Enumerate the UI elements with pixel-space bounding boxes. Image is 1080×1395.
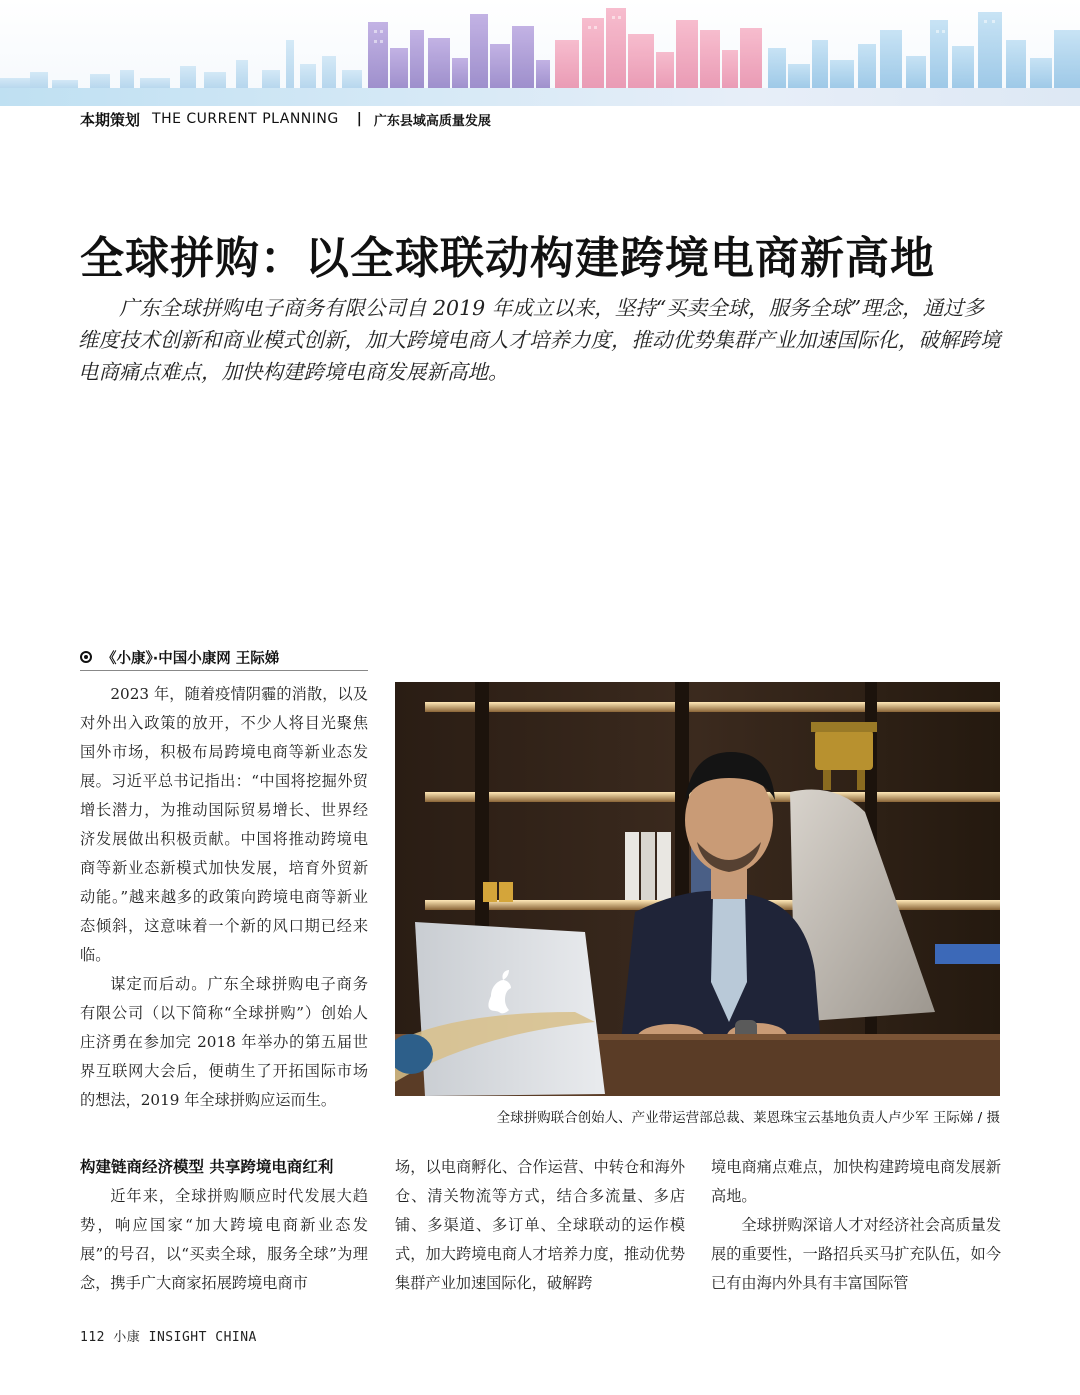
byline-text: 《小康》·中国小康网 王际娣 [102, 650, 280, 667]
banner-strip [0, 88, 1080, 106]
article-lede: 广东全球拼购电子商务有限公司自 2019 年成立以来，坚持“买卖全球，服务全球”理念，通过多维度技术创新和商业模式创新，加大跨境电商人才培养力度，推动优势集群产业加速国际化，破解跨境电商痛点难点，加快构建跨境电商发展新高地。 [78, 296, 1001, 384]
target-icon [80, 651, 92, 663]
byline [80, 644, 368, 671]
page-footer: 112 小康 INSIGHT CHINA [80, 1330, 257, 1345]
body-column-1-top [80, 680, 368, 1115]
paragraph-2: 谋定而后动。广东全球拼购电子商务有限公司（以下简称“全球拼购”）创始人庄济勇在参加完 2018 年举办的第五届世界互联网大会后，便萌生了开拓国际市场的想法，2019 年全球拼购应运而生。 [80, 975, 368, 1109]
paragraph-3: 近年来，全球拼购顺应时代发展大趋势，响应国家“加大跨境电商新业态发展”的号召，以“买卖全球，服务全球”为理念，携手广大商家拓展跨境电商市 [80, 1187, 368, 1292]
subheading: 构建链商经济模型 共享跨境电商红利 [80, 1158, 334, 1176]
header-banner [0, 0, 1080, 106]
photo-caption: 全球拼购联合创始人、产业带运营部总裁、莱恩珠宝云基地负责人卢少军 王际娣 / 摄 [496, 1110, 1000, 1126]
section-title-cn: 本期策划 [80, 110, 141, 129]
paragraph-4: 全球拼购深谙人才对经济社会高质量发展的重要性，一路招兵买马扩充队伍，如今已有由海内外具有丰富国际管 [711, 1216, 1001, 1292]
article-headline: 全球拼购：以全球联动构建跨境电商新高地 [80, 233, 935, 284]
article-photo [395, 682, 1000, 1096]
section-bar [80, 108, 1080, 130]
paragraph-1: 2023 年，随着疫情阴霾的消散，以及对外出入政策的放开，不少人将目光聚焦国外市场，积极布局跨境电商等新业态发展。习近平总书记指出：“中国将挖掘外贸增长潜力，为推动国际贸易增长、世界经济发展做出积极贡献。中国将推动跨境电商等新业态新模式加快发展，培育外贸新动能。”越来越多的政策向跨境电商等新业态倾斜，这意味着一个新的风口期已经来临。 [80, 685, 368, 964]
paragraph-3-end: 境电商痛点难点，加快构建跨境电商发展新高地。 [711, 1158, 1001, 1205]
executive-portrait-illustration [395, 682, 1000, 1096]
section-title-en: THE CURRENT PLANNING [152, 111, 339, 127]
body-column-1-bottom [80, 1153, 368, 1298]
paragraph-3-continued: 场，以电商孵化、合作运营、中转仓和海外仓、清关物流等方式，结合多流量、多店铺、多渠道、多订单、全球联动的运作模式，加大跨境电商人才培养力度，推动优势集群产业加速国际化，破解跨 [395, 1158, 685, 1292]
section-topic: 广东县域高质量发展 [373, 113, 491, 129]
body-column-3 [711, 1153, 1001, 1298]
body-column-2 [395, 1153, 685, 1298]
section-separator: | [356, 111, 362, 127]
